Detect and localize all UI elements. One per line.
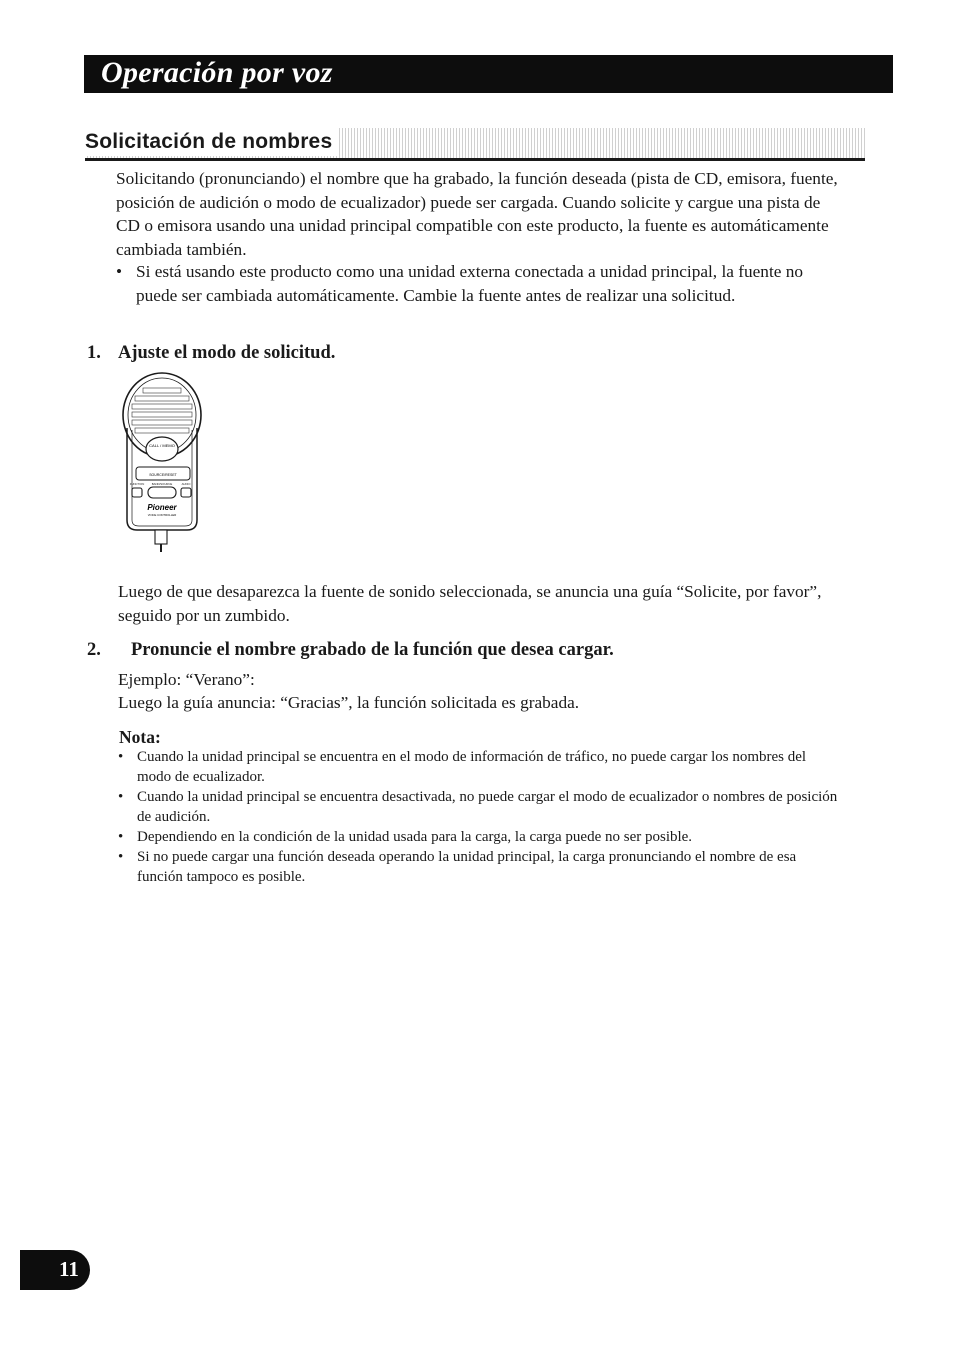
audio-button-label: AUDIO [181,482,191,486]
function-button-label: FUNCTION [129,482,145,486]
note-item-text: Cuando la unidad principal se encuentra desactivada, no puede cargar el modo de ecualizador o nombres de posición de audición. [137,789,838,825]
note-item-text: Si no puede cargar una función deseada operando la unidad principal, la carga pronunciando el nombre de esa función tampoco es posible. [137,849,797,885]
section-title: Solicitación de nombres [85,128,338,156]
brand-logo: Pioneer [147,503,177,512]
function-button [132,488,142,497]
step-1-number: 1. [87,343,101,363]
step-2-example: Ejemplo: “Verano”: [118,670,255,689]
audio-button [181,488,191,497]
step-2-number: 2. [87,640,101,660]
source-knob-label: SOURCE/RESET [149,473,177,477]
cable-connector [155,530,167,544]
intro-bullet-text: Si está usando este producto como una unidad externa conectada a unidad principal, la fuente no puede ser cambiada automáticamente. Cambie la fuente antes de realizar una solicitud. [136,262,804,305]
intro-paragraph: Solicitando (pronunciando) el nombre que ha grabado, la función deseada (pista de CD, emisora, fuente, posición de audición o modo de ecualizador) puede ser cargada. Cuando solicite y cargue una pista de CD o emisora usando una unidad principal compatible con este producto, la fuente es automáticamente cambiada también. [116,169,838,259]
page-number-tab [20,1250,90,1290]
band-source-button [148,487,176,498]
page-number: 11 [59,1257,79,1281]
button-labels [130,482,191,486]
note-item-text: Cuando la unidad principal se encuentra en el modo de información de tráfico, no puede cargar los nombres del modo de ecualizador. [137,749,807,785]
button-row [132,487,191,498]
bullet-dot: • [116,262,123,281]
bullet-dot: • [118,849,124,865]
call-memo-label: CALL / MEMO [149,443,175,448]
note-item-text: Dependiendo en la condición de la unidad usada para la carga, la carga puede no ser posible. [137,829,693,845]
note-label: Nota: [119,727,161,747]
bullet-dot: • [118,829,124,845]
step-2-result: Luego la guía anuncia: “Gracias”, la función solicitada es grabada. [118,693,580,712]
step-2-title: Pronuncie el nombre grabado de la función que desea cargar. [131,640,614,660]
step-1-result: Luego de que desaparezca la fuente de sonido seleccionada, se anuncia una guía “Solicite, por favor”, seguido por un zumbido. [118,582,822,625]
brand-subtitle: VOICE CONTROLLER [147,513,177,517]
section-heading [85,128,865,161]
bullet-dot: • [118,789,124,805]
call-memo-button [146,437,178,461]
bullet-dot: • [118,749,124,765]
step-1-title: Ajuste el modo de solicitud. [118,343,336,363]
voice-controller-illustration [115,370,210,560]
chapter-banner [84,55,893,93]
band-source-button-label: BAND/SOURCE [151,482,173,486]
chapter-title: Operación por voz [101,56,333,89]
